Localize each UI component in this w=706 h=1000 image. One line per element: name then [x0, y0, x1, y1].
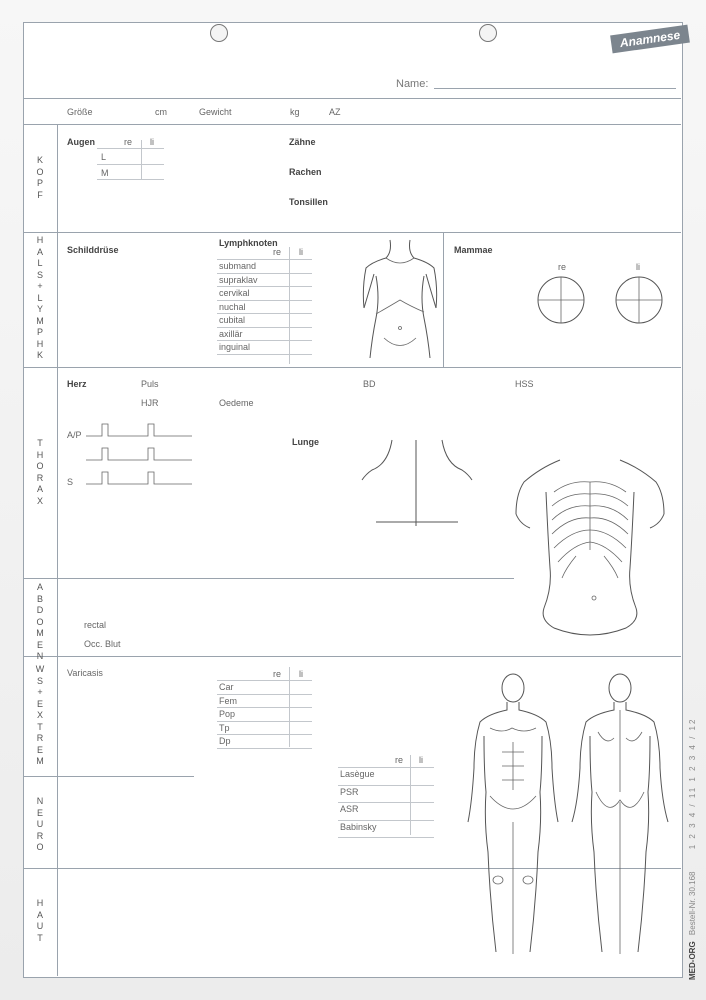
augen-row-line-3 — [97, 179, 164, 180]
divider-abdomen-top — [24, 578, 514, 579]
lymph-node-label: inguinal — [219, 342, 251, 352]
lymph-li-header: li — [299, 247, 303, 257]
lung-back-diagram — [362, 436, 472, 528]
divider-thorax-top — [24, 367, 681, 368]
label-column-divider — [57, 124, 58, 976]
section-label-thorax: T H O R A X — [36, 438, 44, 506]
augen-m-label: M — [101, 168, 109, 178]
occ-blut-label: Occ. Blut — [84, 639, 121, 649]
hss-label: HSS — [515, 379, 534, 389]
rectal-label: rectal — [84, 620, 107, 630]
augen-l-label: L — [101, 152, 107, 162]
lymph-node-label: axillär — [219, 328, 243, 339]
mammae-circle-left-breast — [616, 277, 662, 323]
augen-label: Augen — [67, 137, 95, 147]
herz-label: Herz — [67, 379, 87, 389]
lunge-label: Lunge — [292, 437, 319, 447]
hjr-label: HJR — [141, 398, 159, 408]
reflex-row-line — [338, 785, 434, 786]
divider-measures-top — [24, 98, 681, 99]
body-front-diagram — [468, 672, 558, 960]
mammae-li-label: li — [636, 262, 640, 272]
punch-hole-left — [210, 24, 228, 42]
section-label-haut: H A U T — [36, 898, 44, 943]
footer-order-no: Bestell-Nr. 30.168 — [688, 871, 697, 936]
reflex-label: Lasègue — [340, 769, 375, 779]
section-label-neuro: N E U R O — [36, 796, 44, 852]
lymph-node-label: submand — [219, 261, 257, 271]
divider-ws-top — [24, 656, 681, 657]
reflex-li-header: li — [419, 755, 423, 765]
schilddruese-label: Schilddrüse — [67, 245, 119, 255]
size-label: Größe — [67, 107, 93, 117]
pulse-label: Pop — [219, 709, 236, 719]
section-label-kopf: K O P F — [36, 155, 44, 200]
tonsillen-label: Tonsillen — [289, 197, 328, 207]
section-label-ws-extrem: W S + E X T R E M — [35, 664, 45, 766]
lymph-node-label: cubital — [219, 315, 246, 325]
varicosis-label: Varicasis — [67, 668, 103, 678]
reflex-label: ASR — [340, 804, 359, 814]
lymph-node-row-line — [217, 259, 312, 260]
pulse-label: Tp — [219, 722, 230, 733]
weight-unit: kg — [290, 107, 300, 117]
augen-col-divider — [141, 140, 142, 180]
pulse-row-line — [217, 680, 312, 681]
ap-label: A/P — [67, 430, 82, 440]
divider-neuro-top — [24, 776, 194, 777]
mammae-divider — [443, 232, 444, 367]
mammae-circle-right-breast — [538, 277, 584, 323]
augen-re-header: re — [124, 137, 133, 147]
footer-brand: MED-ORG — [688, 941, 697, 980]
heart-auscultation-chart — [84, 420, 196, 490]
bd-label: BD — [363, 379, 376, 389]
rachen-label: Rachen — [289, 167, 322, 177]
s-label: S — [67, 477, 74, 487]
footer-codes: 1 2 3 4 / 11 1 2 3 4 / 12 — [688, 717, 697, 850]
pulse-row-line — [217, 734, 312, 735]
lymph-node-row-line — [217, 327, 312, 328]
mammae-diagram — [530, 272, 670, 332]
lymph-col-divider — [289, 247, 290, 364]
lymph-node-row-line — [217, 340, 312, 341]
oedeme-label: Oedeme — [219, 398, 254, 408]
mammae-re-label: re — [558, 262, 567, 272]
weight-label: Gewicht — [199, 107, 232, 117]
mammae-label: Mammae — [454, 245, 493, 255]
divider-hals-top — [24, 232, 681, 233]
augen-row-line-1 — [97, 148, 164, 149]
pulse-label: Dp — [219, 736, 231, 746]
section-label-hals-lymphk: H A L S + L Y M P H K — [36, 235, 44, 360]
reflex-row-line — [338, 837, 434, 838]
pulse-label: Car — [219, 682, 234, 692]
lymph-node-row-line — [217, 300, 312, 301]
size-unit: cm — [155, 107, 167, 117]
pulse-row-line — [217, 694, 312, 695]
pulse-label: Fem — [219, 695, 237, 706]
zaehne-label: Zähne — [289, 137, 316, 147]
name-label: Name: — [396, 78, 429, 90]
lymph-node-row-line — [217, 313, 312, 314]
lymph-re-header: re — [273, 247, 282, 257]
punch-hole-right — [479, 24, 497, 42]
torso-front-diagram — [360, 238, 440, 360]
reflex-re-header: re — [395, 755, 404, 765]
reflex-label: PSR — [340, 786, 359, 797]
lymph-node-row-line — [217, 273, 312, 274]
name-line[interactable] — [434, 88, 676, 89]
lymph-node-label: nuchal — [219, 301, 246, 312]
anamnese-tab: Anamnese — [610, 25, 690, 54]
pulses-re-header: re — [273, 669, 282, 679]
lymph-node-label: cervikal — [219, 288, 250, 298]
reflex-label: Babinsky — [340, 821, 377, 832]
augen-row-line-2 — [97, 164, 164, 165]
reflex-row-line — [338, 767, 434, 768]
divider-kopf-top — [24, 124, 681, 125]
lymph-node-row-line — [217, 354, 312, 355]
lymphknoten-label: Lymphknoten — [219, 238, 278, 248]
torso-ribcage-diagram — [510, 458, 670, 642]
pulse-row-line — [217, 707, 312, 708]
footer-print — [688, 700, 704, 980]
puls-label: Puls — [141, 379, 159, 389]
reflex-row-line — [338, 820, 434, 821]
pulses-li-header: li — [299, 669, 303, 679]
pulse-row-line — [217, 721, 312, 722]
lymph-node-label: supraklav — [219, 274, 258, 285]
az-label: AZ — [329, 107, 341, 117]
augen-li-header: li — [150, 137, 154, 147]
lymph-node-row-line — [217, 286, 312, 287]
body-back-diagram — [570, 672, 670, 960]
section-label-abdomen: A B D O M E N — [36, 582, 44, 661]
reflex-row-line — [338, 802, 434, 803]
pulse-row-line — [217, 748, 312, 749]
